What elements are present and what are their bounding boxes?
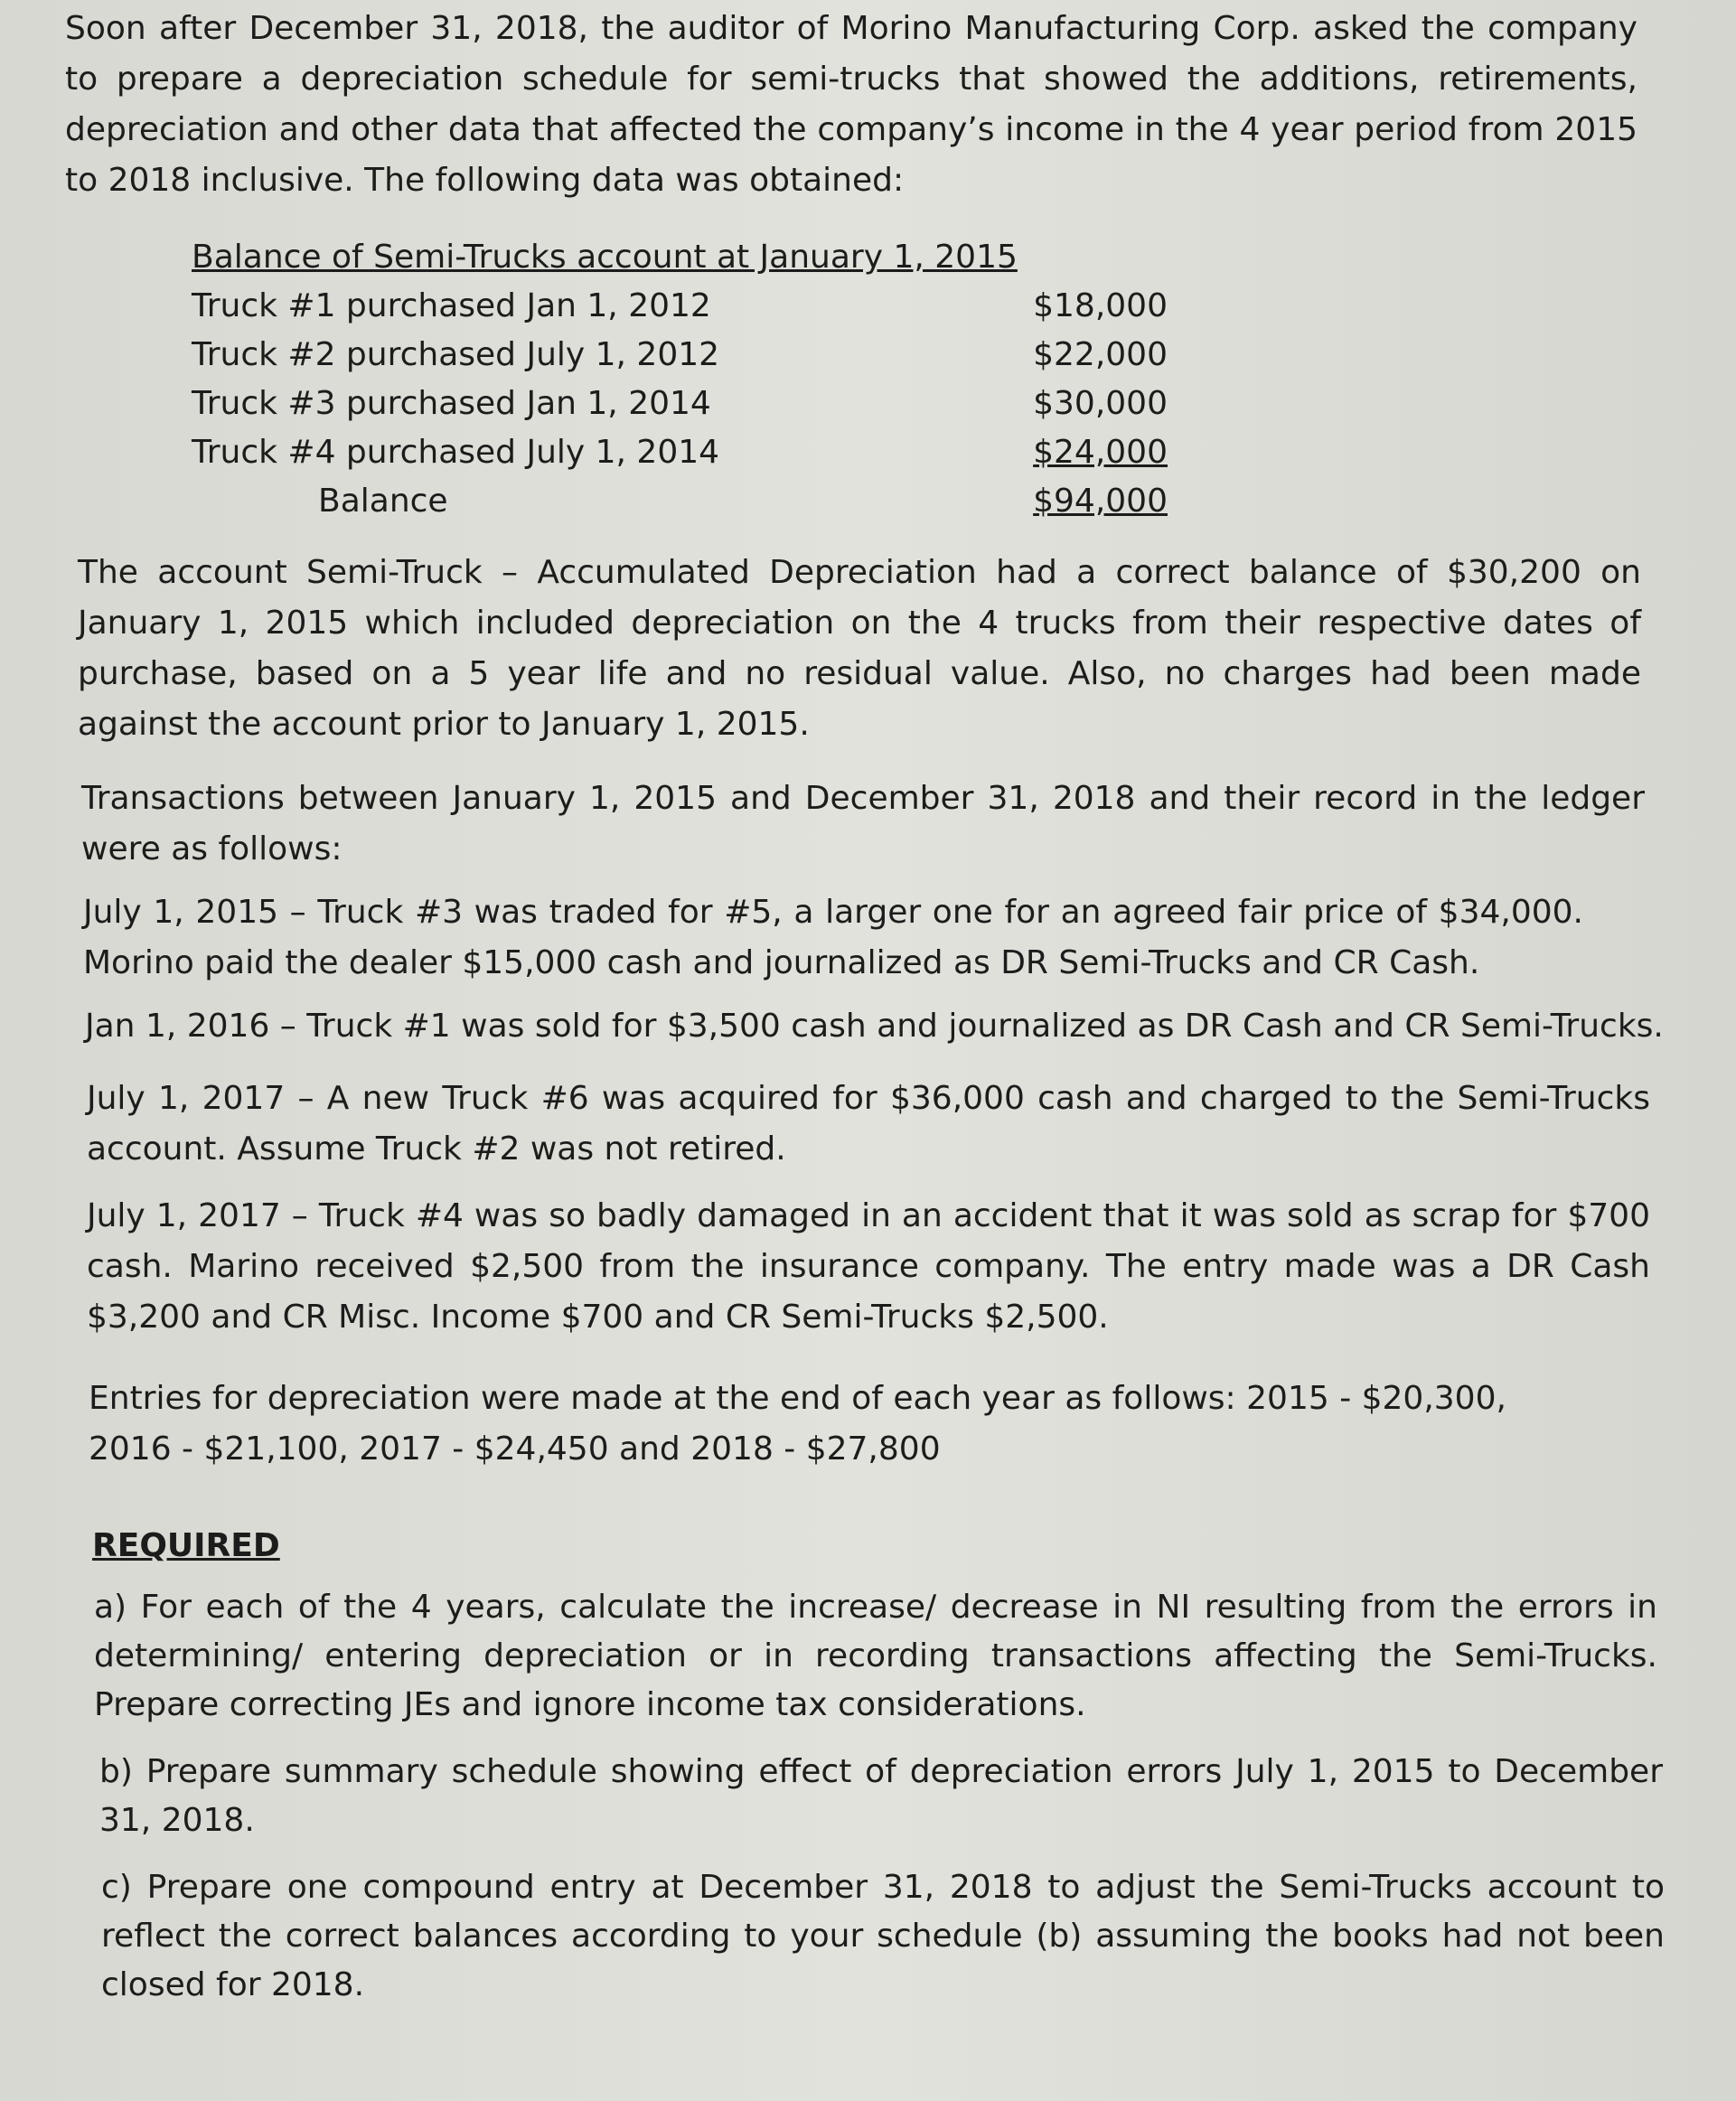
- requirement-b: b) Prepare summary schedule showing effect of depreciation errors July 1, 2015 to December 31, 2018.: [99, 1753, 1663, 1839]
- table-total-row: Balance $94,000: [318, 483, 1168, 520]
- transaction-1: July 1, 2015 – Truck #3 was traded for #5, a larger one for an agreed fair price of $34,000. Morino paid the dealer $15,000 cash and journalized as DR Semi-Trucks and CR Cash.: [83, 894, 1583, 981]
- balance-table: [192, 233, 1186, 526]
- transactions-intro: Transactions between January 1, 2015 and December 31, 2018 and their record in the ledger were as follows:: [81, 780, 1645, 868]
- table-row: Truck #2 purchased July 1, 2012 $22,000: [192, 336, 1168, 373]
- requirement-c: c) Prepare one compound entry at December 31, 2018 to adjust the Semi-Trucks account to reflect the correct balances according to your schedule (b) assuming the books had not been closed for 2018.: [101, 1869, 1665, 2003]
- transaction-4: July 1, 2017 – Truck #4 was so badly damaged in an accident that it was sold as scrap for $700 cash. Marino received $2,500 from the insurance company. The entry made was a DR Cash $3,200 and CR Misc. Income $700 and CR Semi-Trucks $2,500.: [87, 1197, 1650, 1336]
- transaction-3: July 1, 2017 – A new Truck #6 was acquired for $36,000 cash and charged to the Semi-Trucks account. Assume Truck #2 was not retired.: [87, 1080, 1650, 1168]
- accumulated-depreciation-paragraph: The account Semi-Truck – Accumulated Depreciation had a correct balance of $30,200 on January 1, 2015 which included depreciation on the 4 trucks from their respective dates of purchase, based on a 5 year life and no residual value. Also, no charges had been made against the account prior to January 1, 2015.: [78, 554, 1641, 743]
- balance-table-title: Balance of Semi-Trucks account at January 1, 2015: [192, 239, 1018, 276]
- intro-paragraph: Soon after December 31, 2018, the auditor of Morino Manufacturing Corp. asked the company to prepare a depreciation schedule for semi-trucks that showed the additions, retirements, depreciation and other data that affected the company’s income in the 4 year period from 2015 to 2018 inclusive. The following data was obtained:: [65, 10, 1637, 199]
- transaction-2: Jan 1, 2016 – Truck #1 was sold for $3,500 cash and journalized as DR Cash and CR Semi-Trucks.: [85, 1008, 1664, 1045]
- required-heading: REQUIRED: [92, 1527, 280, 1564]
- table-row: Truck #4 purchased July 1, 2014 $24,000: [192, 434, 1168, 471]
- depreciation-entries: Entries for depreciation were made at the end of each year as follows: 2015 - $20,300, 2016 - $21,100, 2017 - $24,450 and 2018 - $27,800: [89, 1380, 1506, 1468]
- requirement-a: a) For each of the 4 years, calculate the increase/ decrease in NI resulting from the errors in determining/ entering depreciation or in recording transactions affecting the Semi-Trucks. Prepare correcting JEs and ignore income tax considerations.: [94, 1589, 1657, 1723]
- table-row: Truck #1 purchased Jan 1, 2012 $18,000: [192, 287, 1168, 324]
- table-row: Truck #3 purchased Jan 1, 2014 $30,000: [192, 385, 1168, 422]
